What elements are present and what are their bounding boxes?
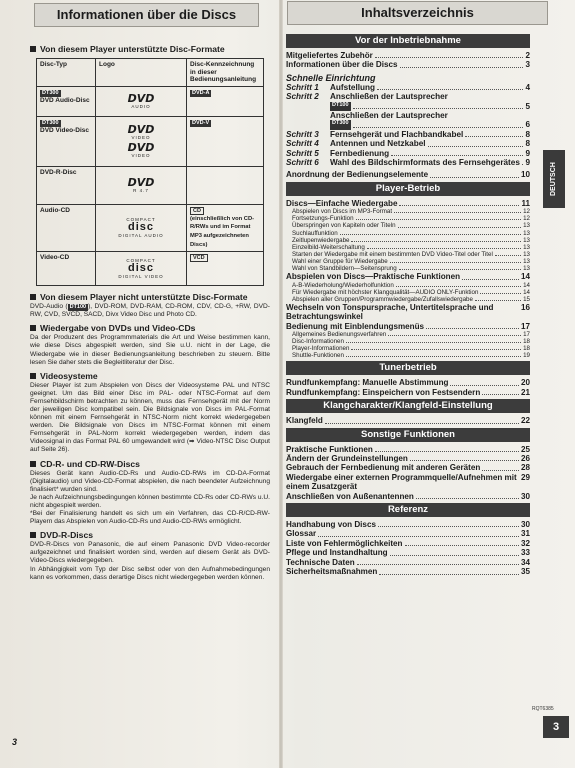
toc-section-bar: Sonstige Funktionen [286, 428, 530, 442]
toc-entry: Handhabung von Discs 30 [286, 520, 530, 530]
toc-entry: Anschließen von Außenantennen 30 [286, 491, 530, 501]
playback-text: Da der Produzent des Programmmaterials die Art und Weise bestimmen kann, wie diese Discs abgespielt werden, sind Sie u.U. nicht in der Lage, die Wiedergabe wie in dieser Bedienungsanleitung beschrieben zu steuern. Bitte lesen Sie daher stets die Begleitliteratur der Disc. [30, 334, 270, 366]
document-code: RQT6385 [532, 706, 554, 712]
toc-step: Schritt 6 Wahl des Bildschirmformats des Fernsehgerätes 9 [286, 158, 530, 168]
toc-step: Anschließen der Lautsprecher [330, 111, 448, 121]
table-row: DVD-R-Disc DVD R 4.7 [37, 166, 264, 204]
table-row: Video-CD COMPACT disc DIGITAL VIDEO VCD [37, 252, 264, 286]
toc-subentry: Wahl einer Gruppe für Wiedergabe 13 [292, 257, 530, 265]
toc-entry: Glossar 31 [286, 529, 530, 539]
toc-subentry: Fortsetzungs-Funktion 12 [292, 215, 530, 223]
toc-entry: Abspielen von Discs—Praktische Funktionen 14 [286, 272, 530, 282]
model-badge: DT300 [42, 89, 59, 96]
toc-entry: Sicherheitsmaßnahmen 35 [286, 567, 530, 577]
table-row: DT300 DVD Audio-Disc DVD AUDIO DVD-A [37, 86, 264, 116]
left-page-header: Informationen über die Discs [34, 3, 259, 27]
video-systems-text: Dieser Player ist zum Abspielen von Discs der Videosysteme PAL und NTSC geeignet. Um das Bild einer Disc im PAL- oder NTSC-Format auf dem Fernsehbildschirm betrachten zu können, muss das Fernsehgerät mit der Norm der jeweiligen Disc kompatibel sein. Die Bildsignale von Discs im PAL-Format können mit einem Fernsehgerät in NTSC-Norm nicht korrekt wiedergegeben werden. Die Bildsignale von Discs im NTSC-Format können mit einem Fernsehgerät in PAL-Norm korrekt wiedergegeben werden, indem das Videosignal in das Format PAL 60 umgewandelt wird (➡ Video-NTSC Disc Output auf Seite 26). [30, 381, 270, 454]
dvd-video-logo: DVD [127, 141, 155, 155]
toc-subentry: Zeitlupenwiedergabe 13 [292, 236, 530, 244]
dvd-video-logo: DVD [127, 123, 155, 137]
toc-entry: Pflege und Instandhaltung 33 [286, 548, 530, 558]
toc-subentry: Wahl von Standbildern—Seitensprung 13 [292, 265, 530, 273]
section-video-systems-title: Videosysteme [30, 371, 270, 381]
compact-disc-audio-logo: disc [127, 221, 154, 234]
section-playback-title: Wiedergabe von DVDs und Video-CDs [30, 323, 270, 333]
toc-section-bar: Tunerbetrieb [286, 361, 530, 375]
toc-entry: Praktische Funktionen 25 [286, 444, 530, 454]
toc-step: Schritt 3 Fernsehgerät und Flachbandkabel 8 [286, 129, 530, 139]
toc-section-bar: Referenz [286, 503, 530, 517]
toc-entry: Ändern der Grundeinstellungen 26 [286, 454, 530, 464]
table-row: Audio-CD COMPACT disc DIGITAL AUDIO CD (einschließlich von CD-R/RWs und im Format MP3 aufgezeichneten Discs) [37, 204, 264, 251]
toc-entry: Wiedergabe einer externen Programmquelle/Aufnehmen mit einem Zusatzgerät 29 [286, 472, 530, 492]
toc-section-bar: Vor der Inbetriebnahme [286, 34, 530, 48]
toc-subentry: Suchlauffunktion 13 [292, 229, 530, 237]
section-cdr-title: CD-R- und CD-RW-Discs [30, 459, 270, 469]
toc-subentry: Abspielen von Discs im MP3-Format 12 [292, 208, 530, 216]
toc-section-bar: Player-Betrieb [286, 182, 530, 196]
toc-subentry: Einzelbild-Weiterschaltung 13 [292, 243, 530, 251]
toc-entry: Bedienung mit Einblendungsmenüs 17 [286, 321, 530, 331]
toc-entry: Rundfunkempfang: Manuelle Abstimmung 20 [286, 378, 530, 388]
table-header: Disc-Typ [37, 59, 96, 87]
toc-subentry: Shuttle-Funktionen 19 [292, 352, 530, 360]
section-unsupported-title: Von diesem Player nicht unterstützte Disc-Formate [30, 292, 270, 302]
language-side-tab: DEUTSCH [543, 150, 565, 208]
toc-entry: Mitgeliefertes Zubehör 2 [286, 51, 530, 60]
table-row: DT300 DVD Video-Disc DVD VIDEO DVD VIDEO DVD-V [37, 116, 264, 166]
unsupported-formats-text: DVD-Audio ( DT100 ), DVD-ROM, DVD-RAM, CD-ROM, CDV, CD-G, +RW, DVD-RW, CVD, SVCD, SACD, Divx Video Disc und Photo CD. [30, 303, 270, 319]
toc-step: Schritt 1 Aufstellung 4 [286, 82, 530, 92]
toc-subentry: Allgemeines Bedienungsverfahren 17 [292, 331, 530, 339]
toc-entry: Liste von Fehlermöglichkeiten 32 [286, 538, 530, 548]
section-supported-formats-title: Von diesem Player unterstützte Disc-Formate [30, 44, 270, 54]
right-page-number: 3 [543, 716, 569, 738]
table-header: Logo [96, 59, 187, 87]
dvd-r-logo: DVD [127, 176, 155, 190]
cdr-text: Je nach Aufzeichnungsbedingungen können bestimmte CD-Rs oder CD-RWs u.U. nicht abgespielt werden. [30, 493, 270, 509]
toc-step: DT300 6 [332, 120, 530, 130]
toc-step: Schritt 5 Fernbedienung 9 [286, 148, 530, 158]
left-page-number: 3 [12, 737, 18, 747]
toc-subentry: Disc-Informationen 18 [292, 338, 530, 346]
dvd-audio-logo: DVD [127, 92, 155, 106]
toc-entry: Anordnung der Bedienungselemente 10 [286, 170, 530, 180]
toc-subentry: Player-Informationen 18 [292, 345, 530, 353]
table-header: Disc-Kennzeichnung in dieser Bedienungsanleitung [187, 59, 264, 87]
toc-subentry: Für Wiedergabe mit höchster Klangqualität—AUDIO ONLY-Funktion 14 [292, 288, 530, 296]
toc-entry: Klangfeld 22 [286, 416, 530, 426]
dvdr-text: DVD-R-Discs von Panasonic, die auf einem Panasonic DVD Video-recorder aufgezeichnet und finalisiert worden sind, werden auf diesem Gerät als DVD-Video-Discs wiedergegeben. [30, 541, 270, 565]
disc-mark: CD [190, 207, 204, 215]
left-page-body [30, 40, 270, 582]
model-badge: DT300 [42, 119, 59, 126]
toc-entry: Discs—Einfache Wiedergabe 11 [286, 198, 530, 208]
toc-step: Schritt 2 Anschließen der Lautsprecher [286, 92, 448, 102]
toc-entry: Gebrauch der Fernbedienung mit anderen Geräten 28 [286, 463, 530, 473]
cdr-footnote: *Bei der Finalisierung handelt es sich um ein Verfahren, das CD-R/CD-RW-Playern das Abspielen von Audio-CD-Rs und Audio-CD-RWs ermöglicht. [30, 510, 270, 526]
page-spine [279, 0, 283, 768]
toc-entry: Informationen über die Discs 3 [286, 60, 530, 70]
section-dvdr-title: DVD-R-Discs [30, 530, 270, 540]
toc-section-bar: Klangcharakter/Klangfeld-Einstellung [286, 399, 530, 413]
disc-mark: DVD-V [192, 119, 210, 126]
right-page-header: Inhaltsverzeichnis [287, 1, 548, 25]
toc-step: DT100 5 [332, 101, 530, 111]
toc-entry: Technische Daten 34 [286, 557, 530, 567]
toc-subentry: Abspielen aller Gruppen/Programmwiedergabe/Zufallswiedergabe 15 [292, 295, 530, 303]
disc-format-table [36, 58, 264, 286]
toc-entry: Wechseln von Tonspursprache, Untertitelsprache und Betrachtungswinkel 16 [286, 302, 530, 322]
cdr-text: Dieses Gerät kann Audio-CD-Rs und Audio-CD-RWs im CD-DA-Format (Digitalaudio) und Video-CD-Format abspielen, die nach beendeter Aufzeichnung finalisiert* wurden sind. [30, 469, 270, 493]
toc-subentry: Starten der Wiedergabe mit einem bestimmten DVD Video-Titel oder Titel 13 [292, 250, 530, 258]
toc-subentry: Überspringen von Kapiteln oder Titeln 13 [292, 222, 530, 230]
toc-subentry: A-B-Wiederholung/Wiederholfunktion 14 [292, 281, 530, 289]
toc-subheading: Schnelle Einrichtung [286, 72, 376, 83]
disc-mark: DVD-A [192, 89, 210, 96]
dvdr-text: In Abhängigkeit vom Typ der Disc selbst oder von den Aufnahmebedingungen kann es vorkommen, dass derartige Discs nicht wiedergegeben werden können. [30, 565, 270, 581]
toc-step: Schritt 4 Antennen und Netzkabel 8 [286, 139, 530, 149]
disc-mark: VCD [190, 254, 208, 262]
toc-entry: Rundfunkempfang: Einspeichern von Festsendern 21 [286, 387, 530, 397]
table-of-contents [286, 32, 530, 577]
compact-disc-video-logo: disc [127, 262, 154, 275]
